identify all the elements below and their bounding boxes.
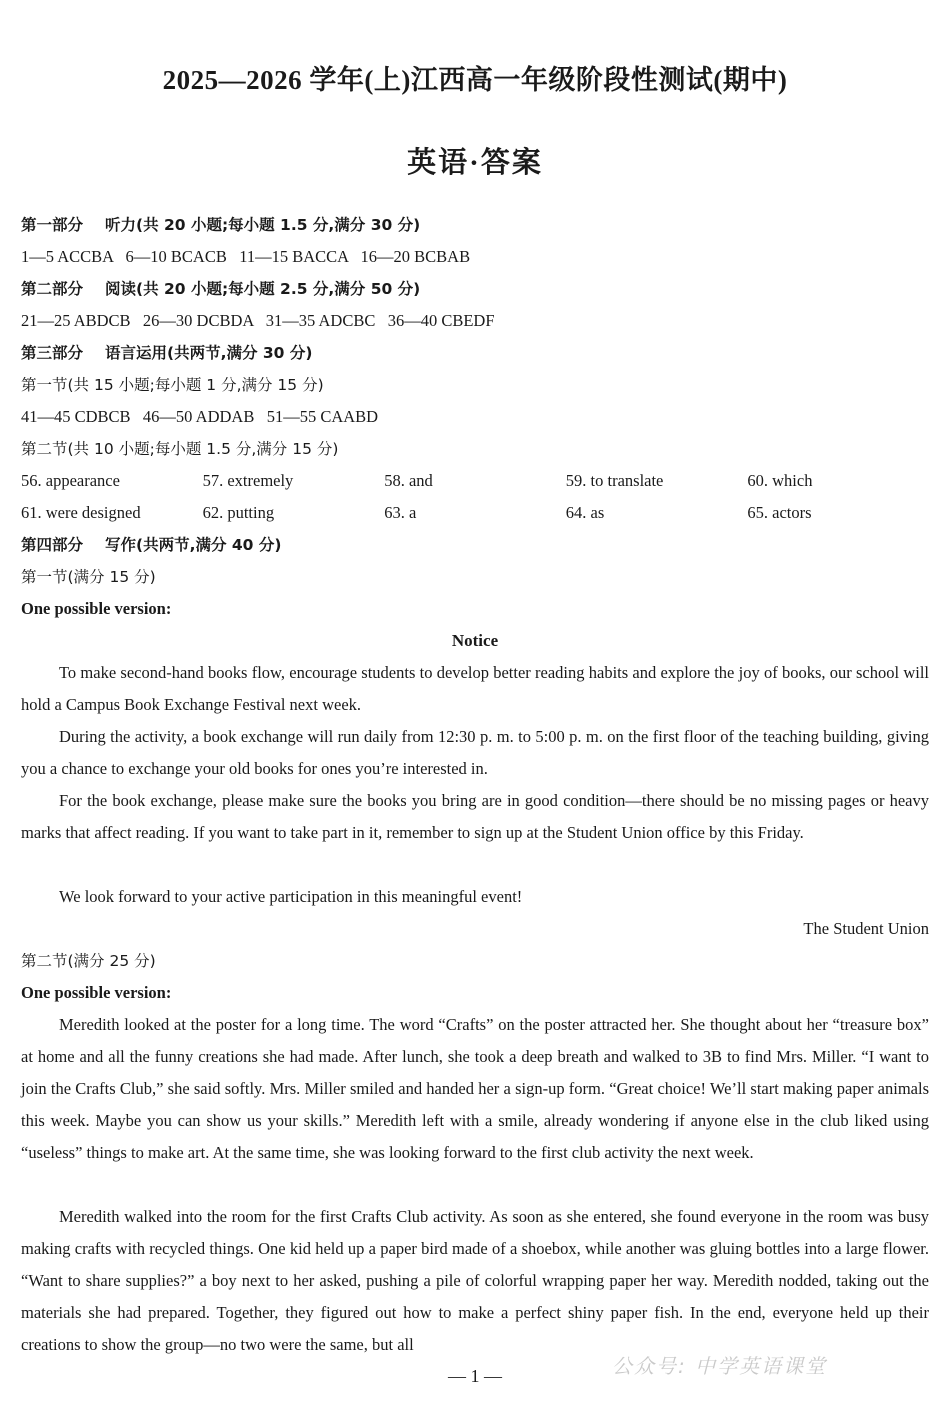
page-subtitle: 英语·答案 xyxy=(407,147,543,179)
fill-answer: 65. actors xyxy=(747,503,812,522)
part4-heading-text: 写作(共两节,满分 40 分) xyxy=(105,536,282,554)
notice-paragraph: During the activity, a book exchange will run daily from 12:30 p. m. to 5:00 p. m. on the first floor of the teaching building, giving you a chance to exchange your old books for ones you’re interested in. xyxy=(21,727,929,778)
fill-answer: 62. putting xyxy=(202,503,275,522)
fill-in-row-2 xyxy=(21,497,929,529)
part2-heading-text: 阅读(共 20 小题;每小题 2.5 分,满分 50 分) xyxy=(105,280,421,298)
notice-paragraph: For the book exchange, please make sure the books you bring are in good condition—there should be no missing pages or heavy marks that affect reading. If you want to take part in it, remember to sign up at the Student Union office by this Friday. xyxy=(21,791,929,842)
fill-answer: 63. a xyxy=(384,503,417,522)
part2-answers: 21—25 ABDCB 26—30 DCBDA 31—35 ADCBC 36—40 CBEDF xyxy=(21,311,495,330)
notice-paragraph: To make second-hand books flow, encourage students to develop better reading habits and explore the joy of books, our school will hold a Campus Book Exchange Festival next week. xyxy=(21,663,929,714)
fill-answer: 61. were designed xyxy=(21,503,141,522)
part1-answers: 1—5 ACCBA 6—10 BCACB 11—15 BACCA 16—20 BCBAB xyxy=(21,247,471,266)
part1-heading-text: 听力(共 20 小题;每小题 1.5 分,满分 30 分) xyxy=(105,216,421,234)
watermark: 公众号: 中学英语课堂 xyxy=(612,1354,828,1378)
fill-answer: 60. which xyxy=(747,471,813,490)
part3-section2-heading: 第二节(共 10 小题;每小题 1.5 分,满分 15 分) xyxy=(21,440,339,458)
part4-label: 第四部分 xyxy=(21,536,84,554)
notice-title: Notice xyxy=(451,631,499,650)
part4-section1-heading: 第一节(满分 15 分) xyxy=(21,568,156,586)
fill-answer: 56. appearance xyxy=(21,471,120,490)
part3-section1-heading: 第一节(共 15 小题;每小题 1 分,满分 15 分) xyxy=(21,376,324,394)
story-paragraph: Meredith looked at the poster for a long time. The word “Crafts” on the poster attracted her. She thought about her “treasure box” at home and all the funny creations she had made. After lunch, she took a deep breath and walked to 3B to find Mrs. Miller. “I want to join the Crafts Club,” she said softly. Mrs. Miller smiled and handed her a sign-up form. “Great choice! We’ll start making paper animals this week. Maybe you can show us your skills.” Meredith left with a smile, already wondering if anyone else in the club liked using “useless” things to make art. At the same time, she was looking forward to the first club activity the next week. xyxy=(21,1015,929,1162)
part3-heading-text: 语言运用(共两节,满分 30 分) xyxy=(105,344,313,362)
part2-label: 第二部分 xyxy=(21,280,84,298)
fill-in-row-1 xyxy=(21,465,929,497)
part4-heading xyxy=(21,529,281,561)
story-paragraph: Meredith walked into the room for the first Crafts Club activity. As soon as she entered, she found everyone in the room was busy making crafts with recycled things. One kid held up a paper bird made of a shoebox, while another was gluing bottles into a large flower. “Want to share supplies?” a boy next to her asked, pushing a pile of colorful wrapping paper her way. Meredith nodded, taking out the materials she had prepared. Together, they figured out how to make a perfect shiny paper fish. In the end, everyone held up their creations to show the group—no two were the same, but all xyxy=(21,1207,929,1354)
part3-heading xyxy=(21,337,312,369)
fill-answer: 57. extremely xyxy=(202,471,294,490)
part3-section1-answers: 41—45 CDBCB 46—50 ADDAB 51—55 CAABD xyxy=(21,407,379,426)
page-title: 2025—2026 学年(上)江西高一年级阶段性测试(期中) xyxy=(162,65,788,95)
version-label: One possible version: xyxy=(21,983,172,1002)
fill-answer: 58. and xyxy=(384,471,433,490)
part1-heading xyxy=(21,209,420,241)
part3-label: 第三部分 xyxy=(21,344,84,362)
part1-label: 第一部分 xyxy=(21,216,84,234)
fill-answer: 64. as xyxy=(565,503,605,522)
page-number: — 1 — xyxy=(448,1366,502,1386)
version-label: One possible version: xyxy=(21,599,172,618)
fill-answer: 59. to translate xyxy=(565,471,664,490)
part2-heading xyxy=(21,273,420,305)
notice-signature: The Student Union xyxy=(803,919,929,938)
notice-paragraph: We look forward to your active participation in this meaningful event! xyxy=(59,887,523,906)
part4-section2-heading: 第二节(满分 25 分) xyxy=(21,952,156,970)
